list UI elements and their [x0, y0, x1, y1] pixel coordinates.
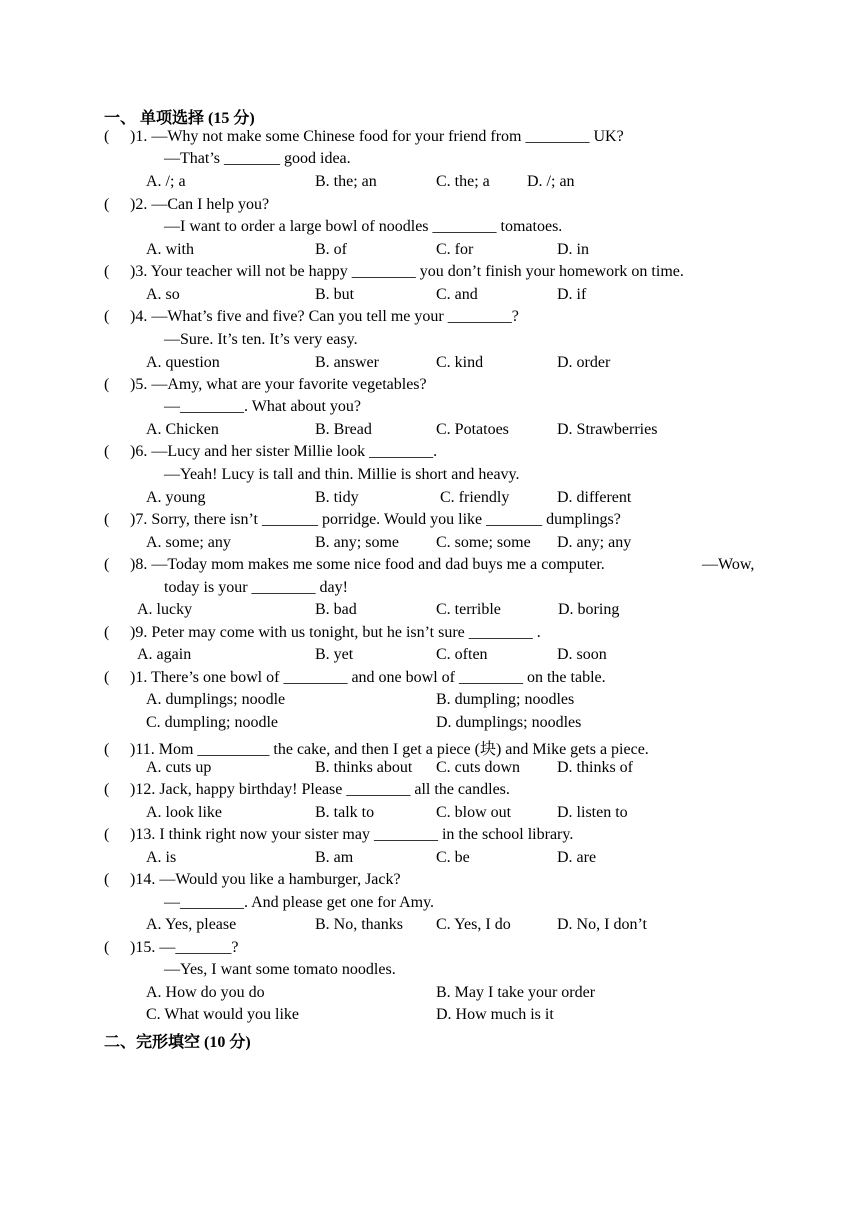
option-a: A. with — [146, 241, 194, 258]
question-stem: )11. Mom _________ the cake, and then I get a piece (块) and Mike gets a piece. — [130, 741, 649, 758]
question-8-reply-start: —Wow, — [702, 556, 755, 573]
answer-paren: ( — [104, 669, 110, 686]
question-3 — [104, 263, 684, 281]
option-d: D. thinks of — [557, 759, 633, 776]
question-9 — [104, 624, 541, 642]
option-b: B. of — [315, 241, 347, 258]
question-5-reply: —________. What about you? — [164, 398, 362, 415]
question-stem: )5. —Amy, what are your favorite vegetables? — [130, 376, 427, 393]
option-a: A. /; a — [146, 173, 186, 190]
question-1-reply: —That’s _______ good idea. — [164, 150, 351, 167]
section-title-1: 一、 单项选择 (15 分) — [104, 110, 255, 127]
option-c: C. cuts down — [436, 759, 520, 776]
option-a: A. question — [146, 354, 220, 371]
question-15-reply: —Yes, I want some tomato noodles. — [164, 961, 396, 978]
option-d: D. Strawberries — [557, 421, 658, 438]
question-stem: )1. —Why not make some Chinese food for your friend from ________ UK? — [130, 128, 624, 145]
option-d: D. listen to — [557, 804, 628, 821]
option-a: A. lucky — [137, 601, 193, 618]
question-stem: )1. There’s one bowl of ________ and one bowl of ________ on the table. — [130, 669, 606, 686]
question-stem: )4. —What’s five and five? Can you tell me your ________? — [130, 308, 519, 325]
question-8 — [104, 556, 605, 574]
answer-paren: ( — [104, 939, 110, 956]
answer-paren: ( — [104, 556, 110, 573]
option-c: C. friendly — [440, 489, 510, 506]
option-d: D. /; an — [527, 173, 575, 190]
answer-paren: ( — [104, 624, 110, 641]
question-stem: )2. —Can I help you? — [130, 196, 270, 213]
option-b: B. tidy — [315, 489, 359, 506]
option-c: C. Potatoes — [436, 421, 509, 438]
section-title-2: 二、完形填空 (10 分) — [104, 1034, 251, 1051]
option-c: C. Yes, I do — [436, 916, 511, 933]
option-a: A. is — [146, 849, 177, 866]
question-stem: )3. Your teacher will not be happy ________ you don’t finish your homework on time. — [130, 263, 684, 280]
question-stem: )6. —Lucy and her sister Millie look ________. — [130, 443, 438, 460]
option-c: C. be — [436, 849, 470, 866]
option-a: A. look like — [146, 804, 222, 821]
option-a: A. dumplings; noodle — [146, 691, 286, 708]
answer-paren: ( — [104, 443, 110, 460]
question-stem: )14. —Would you like a hamburger, Jack? — [130, 871, 401, 888]
option-a: A. some; any — [146, 534, 231, 551]
option-a: A. How do you do — [146, 984, 265, 1001]
question-stem: )9. Peter may come with us tonight, but he isn’t sure ________ . — [130, 624, 541, 641]
answer-paren: ( — [104, 376, 110, 393]
option-d: D. No, I don’t — [557, 916, 647, 933]
question-6 — [104, 443, 437, 461]
option-c: C. some; some — [436, 534, 531, 551]
answer-paren: ( — [104, 196, 110, 213]
question-stem: )15. —_______? — [130, 939, 239, 956]
question-14 — [104, 871, 401, 889]
answer-paren: ( — [104, 511, 110, 528]
option-d: D. How much is it — [436, 1006, 554, 1023]
question-4-reply: —Sure. It’s ten. It’s very easy. — [164, 331, 358, 348]
question-6-reply: —Yeah! Lucy is tall and thin. Millie is short and heavy. — [164, 466, 520, 483]
option-d: D. soon — [557, 646, 607, 663]
option-c: C. What would you like — [146, 1006, 300, 1023]
option-b: B. any; some — [315, 534, 399, 551]
option-b: B. bad — [315, 601, 357, 618]
question-stem: )13. I think right now your sister may ________ in the school library. — [130, 826, 574, 843]
question-12 — [104, 781, 510, 799]
option-c: C. blow out — [436, 804, 512, 821]
question-13 — [104, 826, 573, 844]
option-d: D. if — [557, 286, 587, 303]
question-2 — [104, 196, 269, 214]
option-d: D. dumplings; noodles — [436, 714, 582, 731]
option-c: C. dumpling; noodle — [146, 714, 278, 731]
option-c: C. for — [436, 241, 474, 258]
option-c: C. the; a — [436, 173, 490, 190]
question-1 — [104, 128, 624, 146]
option-b: B. No, thanks — [315, 916, 403, 933]
answer-paren: ( — [104, 781, 110, 798]
option-b: B. Bread — [315, 421, 372, 438]
question-stem: )8. —Today mom makes me some nice food and dad buys me a computer. — [130, 556, 605, 573]
option-b: B. May I take your order — [436, 984, 596, 1001]
option-c: C. terrible — [436, 601, 501, 618]
question-5 — [104, 376, 427, 394]
answer-paren: ( — [104, 128, 110, 145]
answer-paren: ( — [104, 741, 110, 758]
option-d: D. any; any — [557, 534, 632, 551]
option-a: A. again — [137, 646, 192, 663]
question-8-reply: today is your ________ day! — [164, 579, 348, 596]
option-b: B. answer — [315, 354, 379, 371]
option-d: D. order — [557, 354, 611, 371]
option-b: B. dumpling; noodles — [436, 691, 575, 708]
option-b: B. am — [315, 849, 354, 866]
question-14-reply: —________. And please get one for Amy. — [164, 894, 435, 911]
option-c: C. often — [436, 646, 488, 663]
question-2-reply: —I want to order a large bowl of noodles ________ tomatoes. — [164, 218, 563, 235]
question-stem: )7. Sorry, there isn’t _______ porridge. Would you like _______ dumplings? — [130, 511, 621, 528]
option-a: A. cuts up — [146, 759, 212, 776]
question-4 — [104, 308, 519, 326]
option-d: D. are — [557, 849, 597, 866]
option-a: A. so — [146, 286, 180, 303]
question-7 — [104, 511, 621, 529]
option-a: A. Chicken — [146, 421, 219, 438]
option-d: D. in — [557, 241, 589, 258]
option-d: D. boring — [558, 601, 620, 618]
question-stem: )12. Jack, happy birthday! Please ________ all the candles. — [130, 781, 510, 798]
option-c: C. and — [436, 286, 478, 303]
option-a: A. Yes, please — [146, 916, 237, 933]
option-b: B. but — [315, 286, 355, 303]
option-b: B. thinks about — [315, 759, 413, 776]
option-b: B. yet — [315, 646, 354, 663]
option-a: A. young — [146, 489, 206, 506]
answer-paren: ( — [104, 308, 110, 325]
option-d: D. different — [557, 489, 632, 506]
option-b: B. the; an — [315, 173, 377, 190]
question-10 — [104, 669, 606, 687]
answer-paren: ( — [104, 826, 110, 843]
question-15 — [104, 939, 238, 957]
option-b: B. talk to — [315, 804, 375, 821]
question-11 — [104, 736, 649, 759]
answer-paren: ( — [104, 871, 110, 888]
answer-paren: ( — [104, 263, 110, 280]
option-c: C. kind — [436, 354, 484, 371]
